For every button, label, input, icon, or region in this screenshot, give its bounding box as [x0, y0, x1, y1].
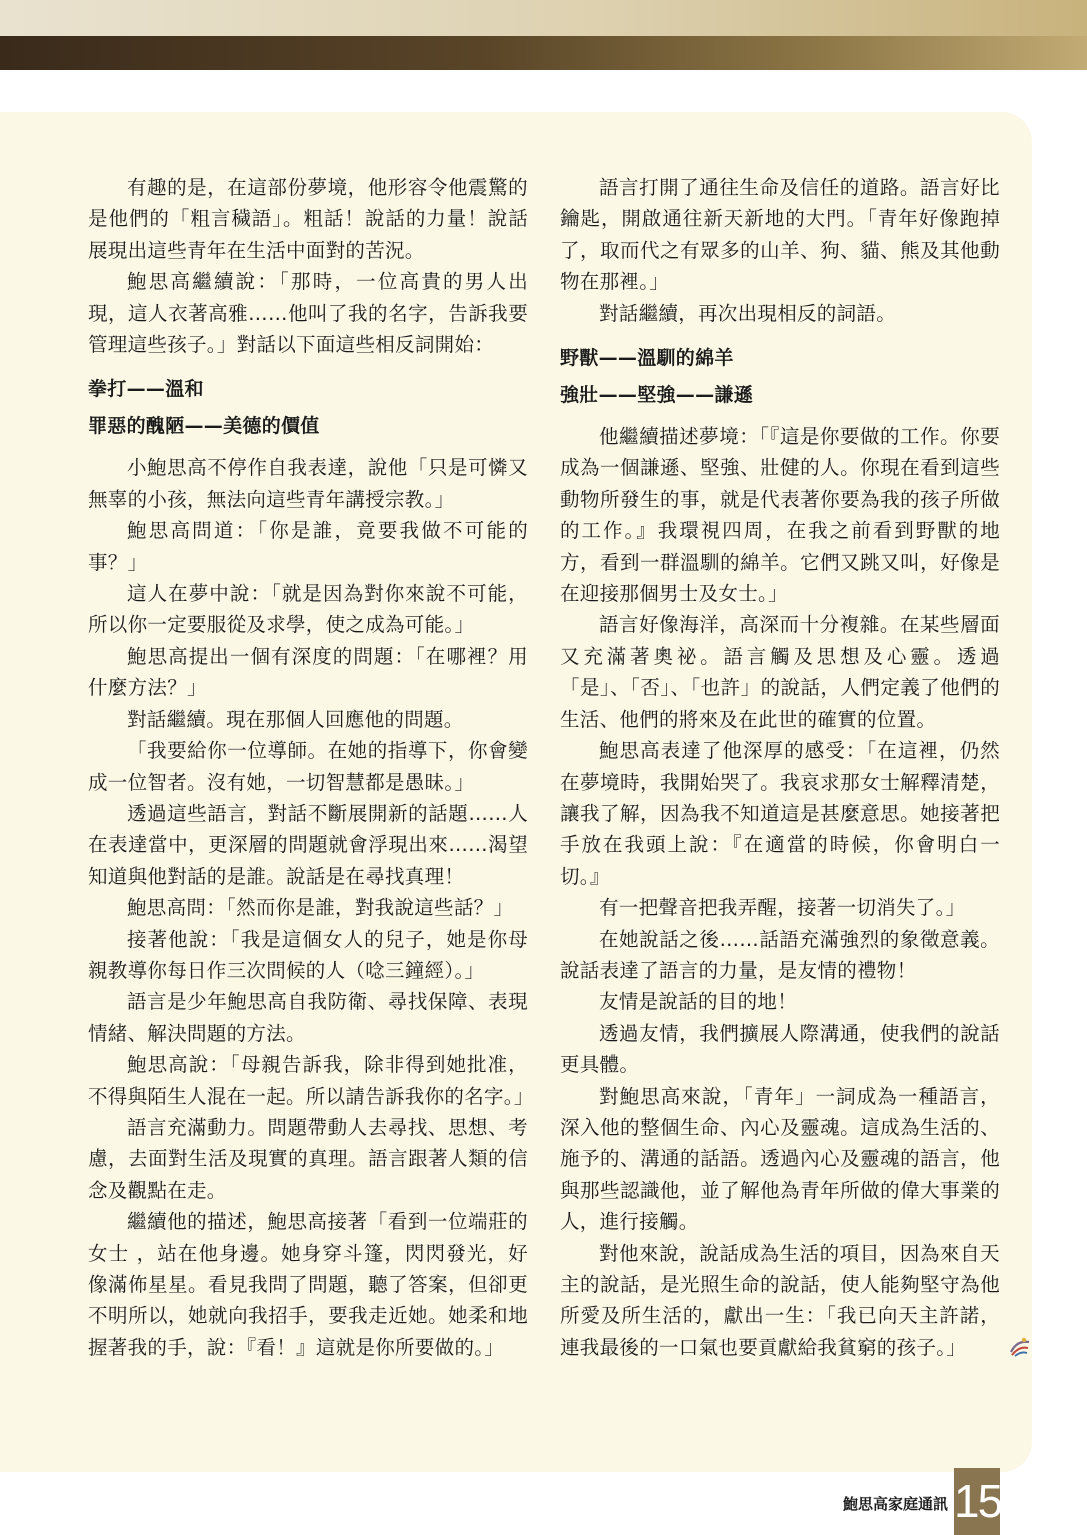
paragraph: 對話繼續，再次出現相反的詞語。 — [599, 301, 897, 325]
paragraph: 接著他說：「我是這個女人的兒子，她是你母親教導你每日作三次問候的人（唸三鐘經）。」 — [88, 927, 528, 982]
publication-title: 鮑思高家庭通訊 — [842, 1495, 948, 1513]
paragraph: 語言充滿動力。問題帶動人去尋找、思想、考慮，去面對生活及現實的真理。語言跟著人類的信念及觀點在走。 — [88, 1115, 528, 1202]
paragraph: 透過這些語言，對話不斷展開新的話題……人在表達當中，更深層的問題就會浮現出來……渴望知道與他對話的是誰。說話是在尋找真理！ — [88, 801, 528, 888]
paragraph: 對鮑思高來說，「青年」一詞成為一種語言，深入他的整個生命、內心及靈魂。這成為生活的、施予的、溝通的話語。透過內心及靈魂的語言，他與那些認識他，並了解他為青年所做的偉大事業的人，進行接觸。 — [560, 1084, 1000, 1234]
paragraph: 鮑思高繼續說：「那時，一位高貴的男人出現，這人衣著高雅……他叫了我的名字，告訴我要管理這些孩子。」對話以下面這些相反詞開始： — [88, 270, 528, 357]
paragraph: 友情是說話的目的地！ — [599, 990, 798, 1014]
paragraph: 鮑思高問：「然而你是誰，對我說這些話？」 — [127, 896, 514, 920]
paragraph: 小鮑思高不停作自我表達，說他「只是可憐又無辜的小孩，無法向這些青年講授宗教。」 — [88, 456, 528, 511]
paragraph: 透過友情，我們擴展人際溝通，使我們的說話更具體。 — [560, 1021, 1000, 1077]
page-number: 15 — [954, 1468, 1000, 1535]
paragraph: 繼續他的描述，鮑思高接著「看到一位端莊的女士 ，站在他身邊。她身穿斗篷，閃閃發光，好像滿佈星星。看見我問了問題，聽了答案，但卻更不明所以，她就向我招手，要我走近她。她柔和地握著我的手，說：『看！』這就是你所要做的。」 — [88, 1210, 528, 1359]
paragraph-text: 對他來說，說話成為生活的項目，因為來自天主的說話，是光照生命的說話，使人能夠堅守為他所愛及所生活的，獻出一生：「我已向天主許諾，連我最後的一口氣也要貢獻給我貧窮的孩子。」 — [560, 1241, 1000, 1359]
paragraph: 他繼續描述夢境：「『這是你要做的工作。你要成為一個謙遜、堅強、壯健的人。你現在看到這些動物所發生的事，就是代表著你要為我的孩子所做的工作。』我環視四周，在我之前看到野獸的地方，看到一群溫馴的綿羊。它們又跳又叫，好像是在迎接那個男士及女士。」 — [560, 425, 1000, 606]
salesian-logo-icon — [970, 1336, 992, 1358]
paragraph: 有一把聲音把我弄醒，接著一切消失了。」 — [599, 896, 966, 920]
subheading: 強壯——堅強——謙遜 — [560, 384, 754, 407]
paragraph: 在她說話之後……話語充滿強烈的象徵意義。說話表達了語言的力量，是友情的禮物！ — [560, 927, 1000, 982]
paragraph: 鮑思高提出一個有深度的問題：「在哪裡？用什麼方法？」 — [88, 644, 528, 700]
paragraph: 這人在夢中說：「就是因為對你來說不可能，所以你一定要服從及求學，使之成為可能。」 — [88, 582, 528, 637]
header-band-light — [0, 0, 1087, 36]
subheading: 野獸——溫馴的綿羊 — [560, 347, 734, 370]
paragraph: 語言好像海洋，高深而十分複雜。在某些層面又充滿著奧祕。語言觸及思想及心靈。透過「是」、「否」、「也許」的說話，人們定義了他們的生活、他們的將來及在此世的確實的位置。 — [560, 613, 1000, 731]
subheading: 拳打——溫和 — [88, 378, 204, 401]
subheading: 罪惡的醜陋——美德的價值 — [88, 415, 320, 438]
paragraph: 對話繼續。現在那個人回應他的問題。 — [127, 707, 464, 731]
header-band — [0, 36, 1087, 70]
paragraph: 語言是少年鮑思高自我防衛、尋找保障、表現情緒、解決問題的方法。 — [88, 990, 528, 1045]
paragraph: 語言打開了通往生命及信任的道路。語言好比鑰匙，開啟通往新天新地的大門。「青年好像跑掉了，取而代之有眾多的山羊、狗、貓、熊及其他動物在那裡。」 — [560, 176, 1000, 294]
paragraph: 有趣的是，在這部份夢境，他形容令他震驚的是他們的「粗言穢語」。粗話！說話的力量！說話展現出這些青年在生活中面對的苦況。 — [88, 176, 528, 262]
paragraph: 鮑思高表達了他深厚的感受：「在這裡，仍然在夢境時，我開始哭了。我哀求那女士解釋清楚，讓我了解，因為我不知道這是甚麼意思。她接著把手放在我頭上說：『在適當的時候，你會明白一切。』 — [560, 739, 1000, 888]
paragraph: 鮑思高問道：「你是誰，竟要我做不可能的事？」 — [88, 519, 528, 574]
right-column — [560, 172, 1000, 1363]
paragraph — [560, 1238, 1000, 1364]
paragraph: 「我要給你一位導師。在她的指導下，你會變成一位智者。沒有她，一切智慧都是愚昧。」 — [88, 739, 528, 794]
left-column — [88, 172, 534, 1363]
paragraph: 鮑思高說：「母親告訴我，除非得到她批准，不得與陌生人混在一起。所以請告訴我你的名字。」 — [88, 1053, 534, 1108]
